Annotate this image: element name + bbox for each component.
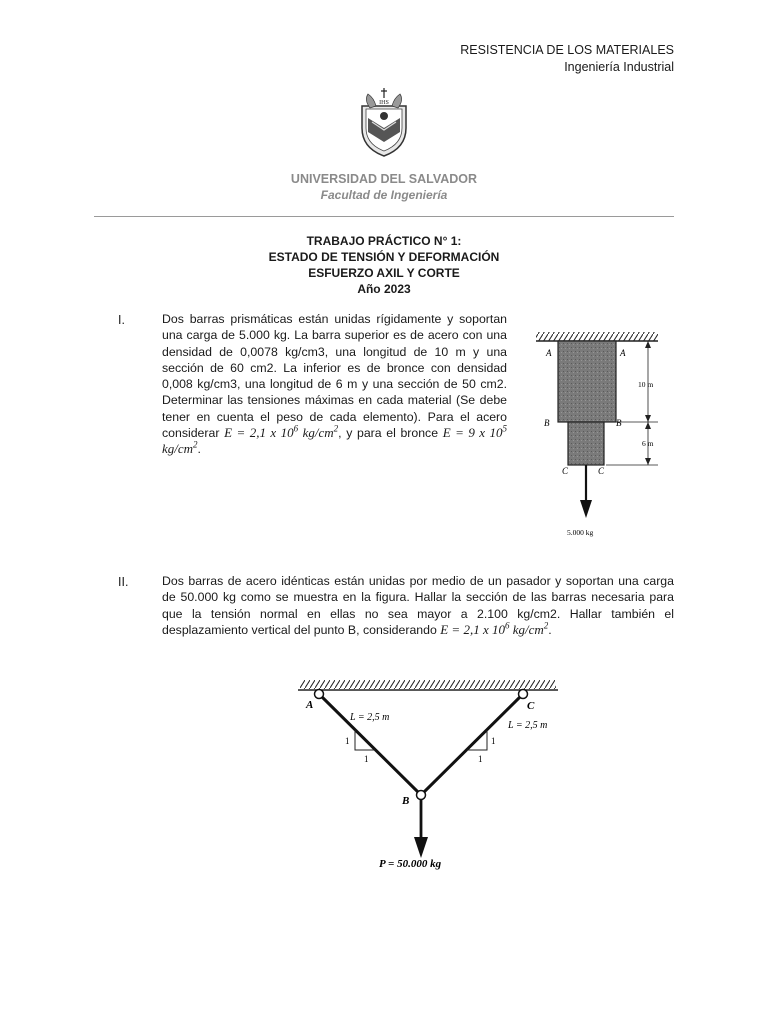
label-c-left: C xyxy=(562,466,569,476)
steel-modulus: E = 2,1 x $10^6$ $kg/cm^2$ xyxy=(224,423,339,441)
bar-ab xyxy=(319,694,421,795)
label-b-left: B xyxy=(544,418,550,428)
program-name: Ingeniería Industrial xyxy=(564,60,674,74)
faculty-name: Facultad de Ingeniería xyxy=(320,188,448,202)
load-label: 5.000 kg xyxy=(567,528,594,537)
header-divider xyxy=(94,216,674,217)
title-line-4: Año 2023 xyxy=(357,282,411,296)
pin-c xyxy=(519,690,528,699)
problem-2-statement: Dos barras de acero idénticas están unidas por medio de un pasador y soportan una carga de 50.000 kg como se muestra en la figura. Hallar la sección de las barras necesaria para que la tensión normal en ellas no sea mayor a 2.100 kg/cm2. Hallar también el desplazamiento vertical del punto B, considerando xyxy=(162,574,674,637)
problem-1-statement: Dos barras prismáticas están unidas rígidamente y soportan una carga de 5.000 kg. La barra superior es de acero con una densidad de 0,0078 kg/cm3, una longitud de 10 m y una sección de 60 cm2. La inferior es de bronce con densidad 0,008 kg/cm3, una longitud de 6 m y una sección de 50 cm2. Determinar las tensiones máximas en cada material (Se debe tener en cuenta el peso de cada elemento). Para el acero considerar xyxy=(162,312,507,441)
document-title xyxy=(0,233,768,297)
support-hatch xyxy=(536,332,658,341)
length-left: L = 2,5 m xyxy=(350,712,390,723)
problem-1-text: Dos barras prismáticas están unidas rígidamente y soportan una carga de 5.000 kg. La barra superior es de acero con una densidad de 0,0078 kg/cm3, una longitud de 10 m y una sección de 60 cm2. La inferior es de bronce con densidad 0,008 kg/cm3, una longitud de 6 m y una sección de 50 cm2. Determinar las tensiones máximas en cada material (Se debe tener en cuenta el peso de cada elemento). Para el acero considerar E = 2,1 x $10^6$ $kg/cm^2$, y para el bronce E = 9 x $10^5$ $kg/cm^2$. xyxy=(162,312,508,457)
length-right: L = 2,5 m xyxy=(508,720,548,731)
course-name: RESISTENCIA DE LOS MATERIALES xyxy=(460,43,674,57)
slope-left-vertical: 1 xyxy=(345,736,350,746)
title-line-2: ESTADO DE TENSIÓN Y DEFORMACIÓN xyxy=(268,250,500,264)
slope-left-horizontal: 1 xyxy=(364,754,369,764)
steel-modulus-2: E = 2,1 x $10^6$ $kg/cm^2$ xyxy=(440,620,549,637)
problem-2-text: Dos barras de acero idénticas están unidas por medio de un pasador y soportan una carga de 50.000 kg como se muestra en la figura. Hallar la sección de las barras necesaria para que la tensión normal en ellas no sea mayor a 2.100 kg/cm2. Hallar también el desplazamiento vertical del punto B, considerando E = 2,1 x $10^6$ $kg/cm^2$. xyxy=(162,574,674,637)
slope-right-vertical: 1 xyxy=(491,736,496,746)
figure-two-bar-truss xyxy=(290,672,570,882)
load-arrow-head xyxy=(580,500,592,518)
problem-1-number: I. xyxy=(118,313,125,327)
label-a: A xyxy=(306,699,314,711)
ceiling-hatch xyxy=(300,680,556,689)
label-a-right: A xyxy=(620,348,626,358)
load-label-2: P = 50.000 kg xyxy=(379,858,442,870)
institution-name: UNIVERSIDAD DEL SALVADOR xyxy=(290,172,478,186)
title-line-3: ESFUERZO AXIL Y CORTE xyxy=(308,266,460,280)
header xyxy=(460,42,674,76)
problem-2-number: II. xyxy=(118,575,129,589)
seal-monogram: IHS xyxy=(379,100,389,106)
pin-b xyxy=(417,791,426,800)
bar-cb xyxy=(421,694,523,795)
slope-right-horizontal: 1 xyxy=(478,754,483,764)
steel-bar xyxy=(558,341,616,422)
pin-a xyxy=(315,690,324,699)
bronze-bar xyxy=(568,422,604,465)
dimension-upper: 10 m xyxy=(638,380,654,389)
label-b-right: B xyxy=(616,418,622,428)
figure-composite-bar xyxy=(518,310,678,560)
label-b: B xyxy=(402,795,410,807)
load-arrow-head-2 xyxy=(414,837,428,858)
title-line-1: TRABAJO PRÁCTICO N° 1: xyxy=(306,234,462,248)
bronze-modulus: E = 9 x $10^5$ $kg/cm^2$ xyxy=(162,423,508,457)
label-a-left: A xyxy=(546,348,552,358)
label-c: C xyxy=(527,700,535,712)
dimension-lower: 6 m xyxy=(642,439,654,448)
university-seal-logo xyxy=(356,88,412,158)
label-c-right: C xyxy=(598,466,605,476)
